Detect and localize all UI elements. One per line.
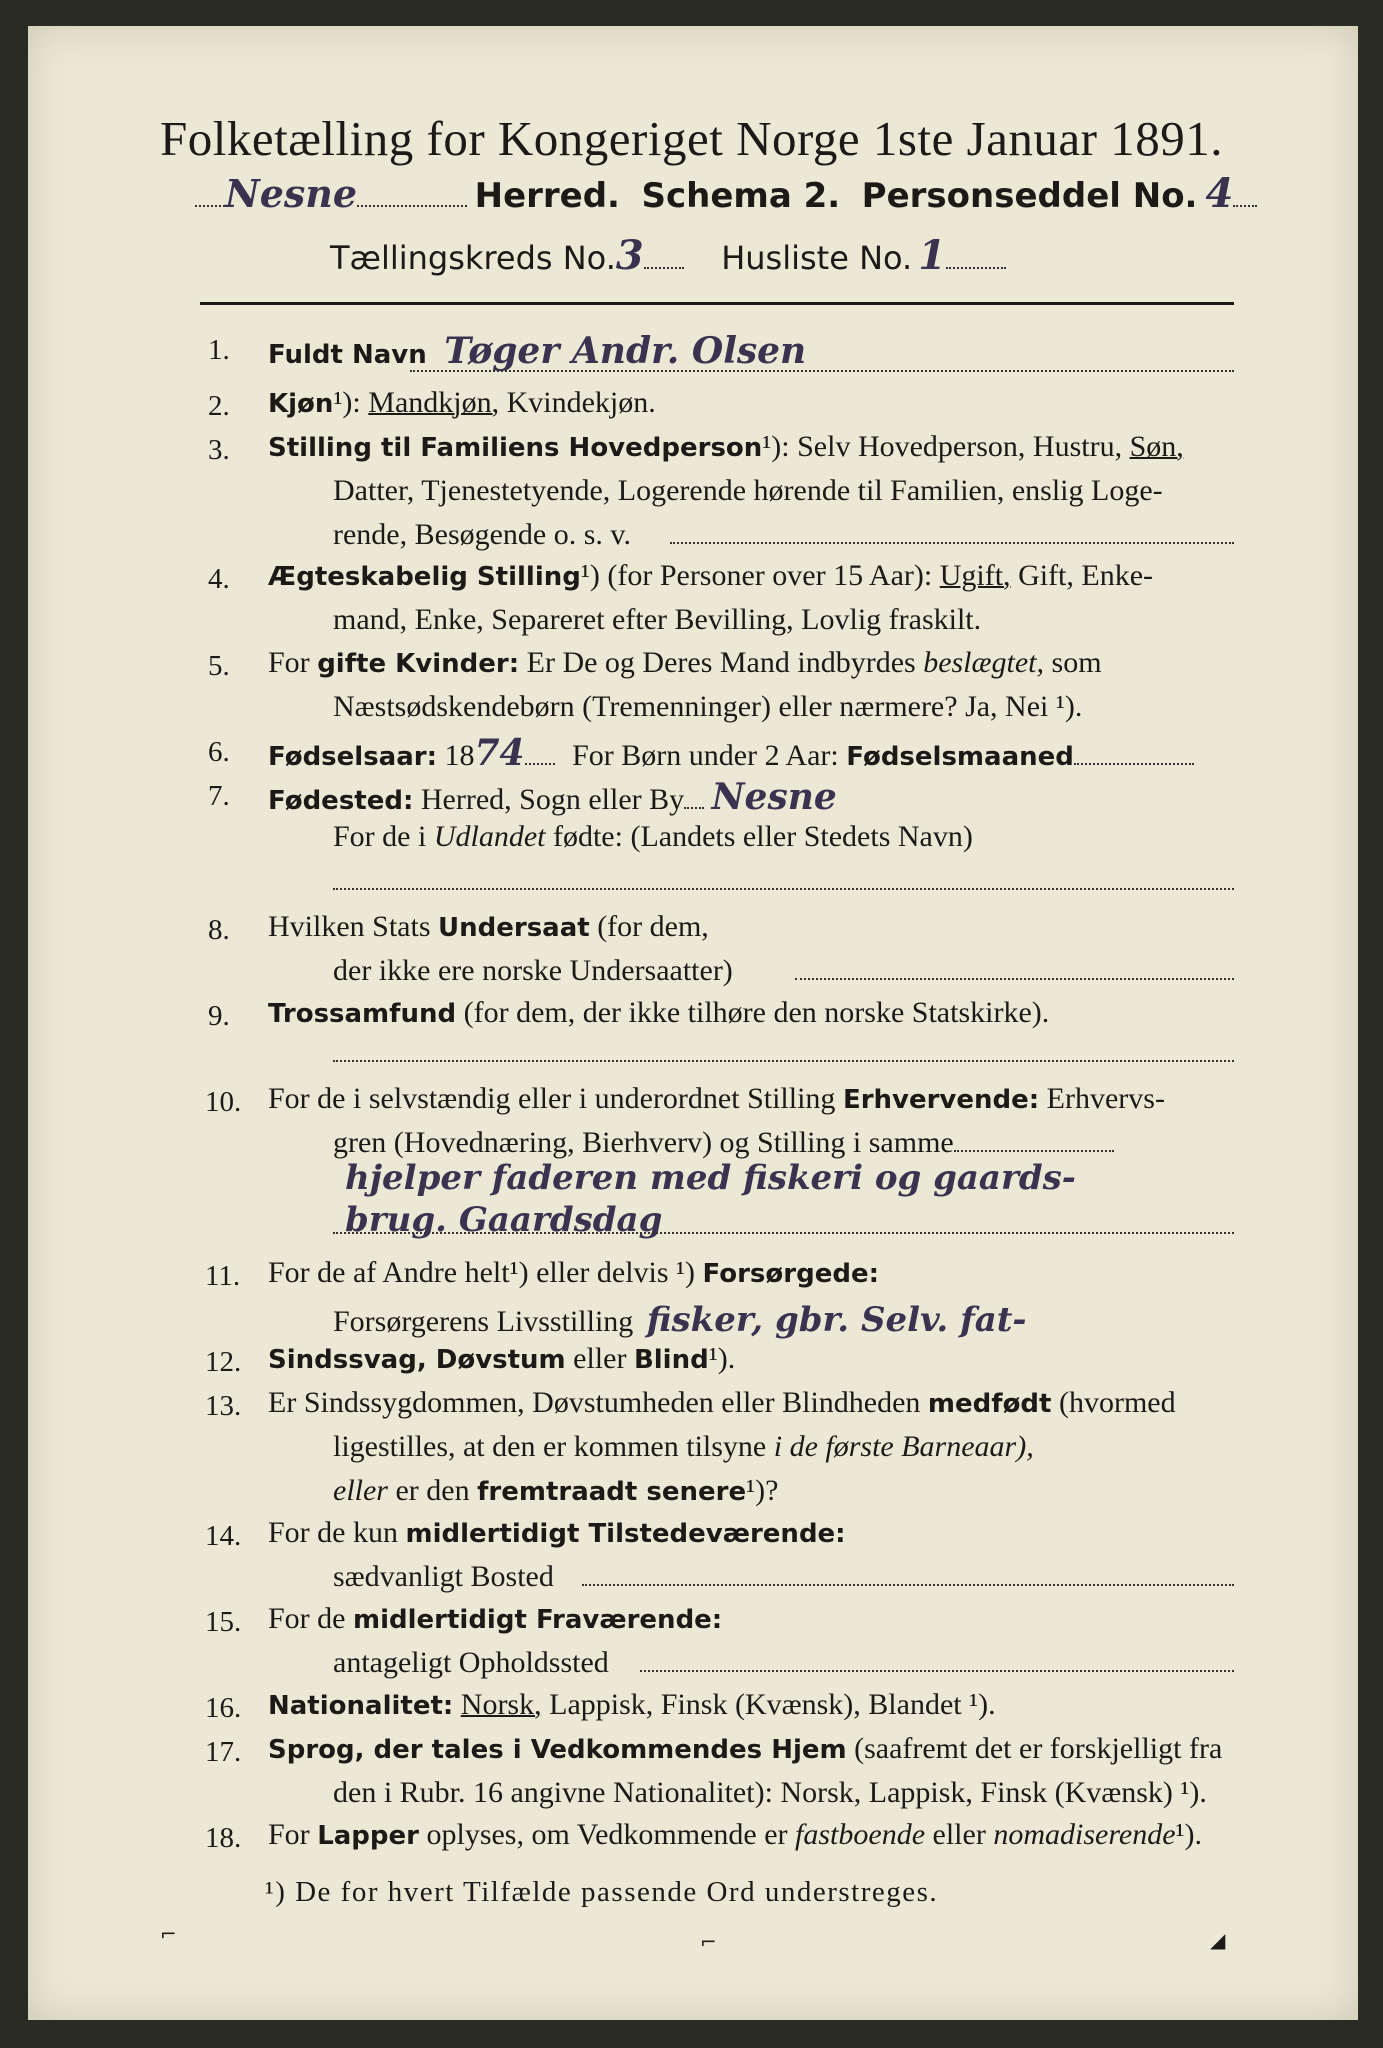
q10-label: Erhvervende: <box>842 1085 1040 1115</box>
q6-value: 74 <box>474 732 525 774</box>
q7-text: Herred, Sogn eller By <box>420 783 685 816</box>
q16-text: Lappisk, Finsk (Kvænsk), Blandet ¹). <box>549 1688 996 1721</box>
q13-text-3b: ¹)? <box>746 1474 779 1507</box>
q15-text-2: antageligt Opholdssted <box>333 1646 609 1679</box>
herred-value: Nesne <box>225 171 358 216</box>
q6-text: For Børn under 2 Aar: <box>572 739 839 772</box>
item-16-nationality <box>268 1688 996 1722</box>
q5-text-c: som <box>1051 646 1102 679</box>
husliste-value: 1 <box>918 232 947 279</box>
q3-dotted-line <box>670 542 1234 544</box>
q13-label-later: fremtraadt senere <box>477 1477 747 1507</box>
q12-text-c: ¹). <box>708 1342 736 1375</box>
item-number: 4. <box>208 563 230 595</box>
item-number: 7. <box>208 780 230 812</box>
item-18-lapps <box>268 1818 1202 1852</box>
item-17-language-line-1 <box>268 1732 1222 1766</box>
q18-text-a: For <box>268 1818 310 1851</box>
q18-text-c: eller <box>932 1818 986 1851</box>
personseddel-value: 4 <box>1205 170 1234 217</box>
q1-label: Fuldt Navn <box>268 340 427 370</box>
item-15-line-2 <box>333 1646 609 1680</box>
q15-label: midlertidigt Fraværende: <box>353 1605 723 1635</box>
item-13-line-1 <box>268 1386 1176 1420</box>
item-number: 1. <box>208 334 230 366</box>
item-8-citizenship-line-1 <box>268 910 709 944</box>
item-7-birthplace-line-2 <box>333 820 973 854</box>
q13-text-2i: i de første Barneaar), <box>773 1430 1034 1463</box>
item-3-position-line-3 <box>333 518 631 552</box>
q12-text: eller <box>573 1342 627 1375</box>
item-10-occupation-line-2 <box>333 1126 1114 1160</box>
q7-dotted-line <box>333 888 1234 890</box>
q15-dotted-line <box>640 1670 1234 1672</box>
q3-text: ¹): Selv Hovedperson, Hustru, <box>762 430 1123 463</box>
q10-text-b: Erhvervs- <box>1046 1082 1165 1115</box>
q10-value-line-1: hjelper faderen med fiskeri og gaards- <box>345 1158 1076 1198</box>
q13-text-a: Er Sindssygdommen, Døvstumheden eller Blindheden <box>268 1386 921 1419</box>
q13-text-b: (hvormed <box>1058 1386 1176 1419</box>
q8-text-2: der ikke ere norske Undersaatter) <box>333 954 733 987</box>
item-3-position-line-2: Datter, Tjenestetyende, Logerende hørende til Familien, enslig Loge- <box>333 474 1163 507</box>
taellingskreds-label: Tællingskreds No. <box>330 239 616 277</box>
item-number: 12. <box>205 1346 242 1378</box>
q11-label: Forsørgede: <box>702 1259 879 1289</box>
q2-sup: ¹): <box>333 386 361 419</box>
q3-text-3: rende, Besøgende o. s. v. <box>333 518 631 551</box>
q8-text-b: (for dem, <box>597 910 709 943</box>
q2-option-kvindekjon: Kvindekjøn. <box>506 386 656 419</box>
item-14-line-1 <box>268 1516 846 1550</box>
q17-label: Sprog, der tales i Vedkommendes Hjem <box>268 1735 847 1765</box>
q18-text-i1: fastboende <box>795 1818 926 1851</box>
header-row-herred <box>195 170 1257 217</box>
q18-text-i2: nomadiserende <box>993 1818 1176 1851</box>
item-3-position-line-1 <box>268 430 1184 464</box>
item-11-supported-line-2 <box>333 1300 1027 1340</box>
item-13-line-3 <box>333 1474 778 1508</box>
q18-text-b: oplyses, om Vedkommende er <box>426 1818 788 1851</box>
q11-value: fisker, gbr. Selv. fat- <box>646 1300 1027 1340</box>
q14-dotted-line <box>582 1584 1234 1586</box>
item-2-gender <box>268 386 656 420</box>
q7-text-2i: Udlandet <box>433 820 546 853</box>
q10-value-line-2: brug. Gaardsdag <box>345 1200 663 1240</box>
q4-label: Ægteskabelig Stilling <box>268 562 581 592</box>
taellingskreds-value: 3 <box>615 232 644 279</box>
item-number: 2. <box>208 390 230 422</box>
q16-label: Nationalitet: <box>268 1691 454 1721</box>
q3-selected-son: Søn, <box>1129 430 1184 463</box>
q13-label: medfødt <box>927 1389 1052 1419</box>
item-4-marital-line-1 <box>268 559 1153 593</box>
form-title: Folketælling for Kongeriget Norge 1ste Januar 1891. <box>160 111 1223 166</box>
q8-label: Undersaat <box>438 913 590 943</box>
item-number: 3. <box>208 434 230 466</box>
header-row-taellingskreds <box>330 232 1006 279</box>
q12-label: Sindssvag, Døvstum <box>268 1345 566 1375</box>
item-14-line-2 <box>333 1560 554 1594</box>
item-number: 9. <box>208 1000 230 1032</box>
herred-label: Herred. <box>474 176 620 216</box>
q1-value: Tøger Andr. Olsen <box>444 330 807 372</box>
item-4-marital-line-2: mand, Enke, Separeret efter Bevilling, Lovlig fraskilt. <box>333 603 982 636</box>
q16-selected-norsk: Norsk, <box>460 1688 542 1721</box>
q6-label: Fødselsaar: <box>268 742 437 772</box>
center-mark-icon: ⌐ <box>700 1930 717 1954</box>
husliste-label: Husliste No. <box>721 239 913 277</box>
item-10-occupation-line-1 <box>268 1082 1165 1116</box>
item-7-birthplace-line-1 <box>268 776 837 818</box>
q5-text-italic: beslægtet, <box>923 646 1045 679</box>
item-number: 5. <box>208 650 230 682</box>
q4-text: ¹) (for Personer over 15 Aar): <box>580 559 933 592</box>
q7-value: Nesne <box>711 776 837 818</box>
footnote: ¹) De for hvert Tilfælde passende Ord understreges. <box>265 1876 939 1908</box>
q13-text-2a: ligestilles, at den er kommen tilsyne <box>333 1430 767 1463</box>
item-number: 10. <box>205 1086 242 1118</box>
item-number: 14. <box>205 1520 242 1552</box>
q7-text-2a: For de i <box>333 820 427 853</box>
item-number: 11. <box>205 1260 241 1292</box>
corner-mark-icon: ⌐ <box>160 1922 177 1946</box>
q5-text-a: For <box>268 646 310 679</box>
q7-label: Fødested: <box>268 786 414 816</box>
q4-selected-ugift: Ugift, <box>939 559 1011 592</box>
q10-dotted-line <box>333 1232 1234 1234</box>
q5-text-b: Er De og Deres Mand indbyrdes <box>526 646 916 679</box>
q7-text-2b: fødte: (Landets eller Stedets Navn) <box>552 820 973 853</box>
q8-dotted-line <box>795 978 1234 980</box>
q5-label: gifte Kvinder: <box>317 649 520 679</box>
item-number: 6. <box>208 736 230 768</box>
item-5-married-women-line-2: Næstsødskendebørn (Tremenninger) eller nærmere? Ja, Nei ¹). <box>333 690 1083 723</box>
schema-label: Schema 2. <box>641 176 841 216</box>
q2-label: Kjøn <box>268 389 334 419</box>
q8-text-a: Hvilken Stats <box>268 910 431 943</box>
item-number: 16. <box>205 1692 242 1724</box>
item-5-married-women-line-1 <box>268 646 1102 680</box>
header-rule <box>200 302 1234 305</box>
item-17-language-line-2: den i Rubr. 16 angivne Nationalitet): Norsk, Lappisk, Finsk (Kvænsk) ¹). <box>333 1776 1207 1809</box>
item-8-citizenship-line-2 <box>333 954 733 988</box>
q13-text-3i: eller <box>333 1474 388 1507</box>
q6-prefix: 18 <box>444 739 475 772</box>
q11-text-b: ¹) eller delvis ¹) <box>509 1256 696 1289</box>
q17-text-b: (saafremt det er forskjelligt fra <box>854 1732 1223 1765</box>
q2-option-mandkjon: Mandkjøn, <box>368 386 500 419</box>
item-number: 8. <box>208 914 230 946</box>
q9-label: Trossamfund <box>268 999 457 1029</box>
item-number: 17. <box>205 1736 242 1768</box>
q18-label: Lapper <box>317 1821 419 1851</box>
q1-dotted-line <box>410 370 1234 372</box>
q10-text-a: For de i selvstændig eller i underordnet Stilling <box>268 1082 836 1115</box>
item-11-supported-line-1 <box>268 1256 879 1290</box>
q12-label-blind: Blind <box>633 1345 709 1375</box>
item-number: 13. <box>205 1390 242 1422</box>
q6-label-month: Fødselsmaaned <box>846 742 1074 772</box>
item-number: 15. <box>205 1606 242 1638</box>
q9-text: (for dem, der ikke tilhøre den norske Statskirke). <box>463 996 1050 1029</box>
q13-text-3a: er den <box>395 1474 470 1507</box>
item-number: 18. <box>205 1822 242 1854</box>
q14-text-2: sædvanligt Bosted <box>333 1560 554 1593</box>
item-9-religion <box>268 996 1049 1030</box>
personseddel-label: Personseddel No. <box>861 176 1198 216</box>
item-12-disability <box>268 1342 735 1376</box>
q4-text-b: Gift, Enke- <box>1018 559 1154 592</box>
q14-text-a: For de kun <box>268 1516 398 1549</box>
q3-label: Stilling til Familiens Hovedperson <box>268 433 763 463</box>
item-13-line-2 <box>333 1430 1034 1464</box>
item-15-line-1 <box>268 1602 722 1636</box>
item-6-birth-year <box>268 732 1194 774</box>
q10-text-2: gren (Hovednæring, Bierhverv) og Stilling i samme <box>333 1126 954 1159</box>
q14-label: midlertidigt Tilstedeværende: <box>405 1519 846 1549</box>
q11-text-a: For de af Andre helt <box>268 1256 510 1289</box>
q9-dotted-line <box>333 1060 1234 1062</box>
q11-text-2: Forsørgerens Livsstilling <box>333 1305 634 1338</box>
q15-text-a: For de <box>268 1602 346 1635</box>
q18-text-d: ¹). <box>1175 1818 1202 1851</box>
corner-mark-icon: ◢ <box>1210 1928 1226 1952</box>
item-1-full-name <box>268 330 806 372</box>
